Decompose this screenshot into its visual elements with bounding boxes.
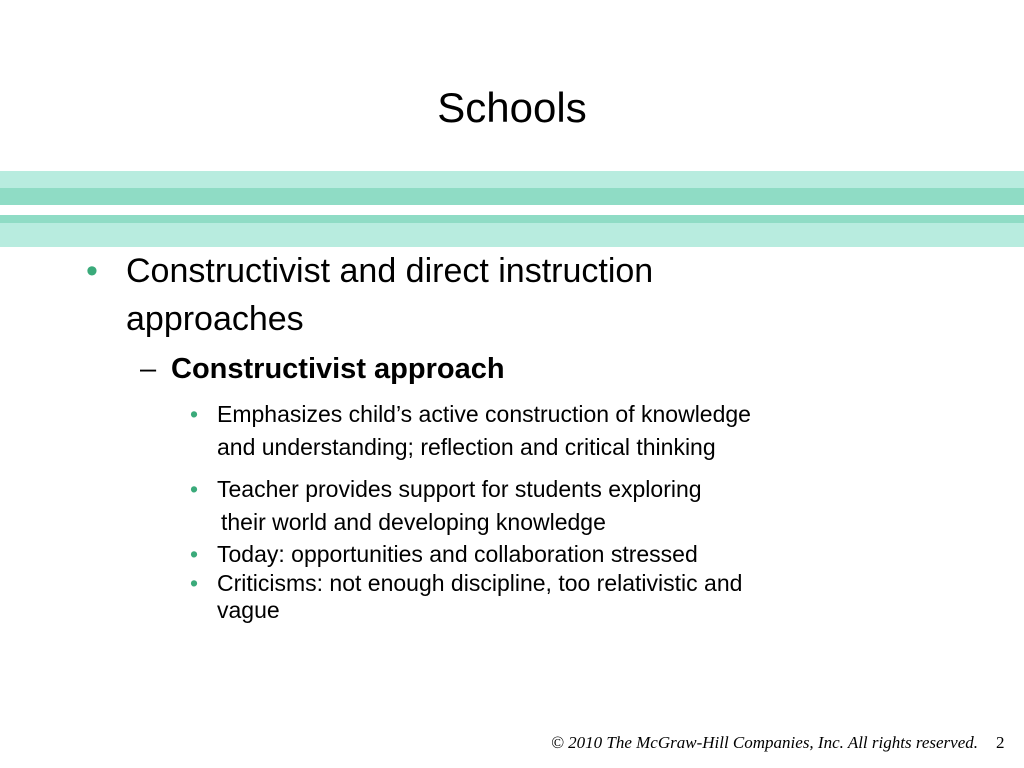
bullet-level1 (86, 247, 786, 343)
subheading-text: Constructivist approach (171, 353, 505, 385)
bullet-marker: • (86, 252, 98, 290)
bullet-level3-today (190, 538, 910, 571)
bullet-line: their world and developing knowledge (221, 509, 606, 535)
decorative-band-white (0, 205, 1024, 215)
page-number: 2 (996, 733, 1005, 752)
bullet-level3-teacher (190, 473, 910, 539)
decorative-band-light-top (0, 171, 1024, 188)
bullet-text (217, 473, 910, 539)
slide-title: Schools (437, 84, 587, 131)
decorative-band-light-bottom (0, 223, 1024, 247)
dash-marker: – (140, 353, 157, 385)
bullet-text (217, 398, 910, 464)
copyright-footer: © 2010 The McGraw-Hill Companies, Inc. All rights reserved. (550, 733, 978, 752)
bullet-text: Today: opportunities and collaboration stressed (217, 541, 698, 567)
bullet-marker: • (190, 541, 199, 567)
bullet-level3-emphasizes (190, 398, 910, 464)
bullet-marker: • (190, 401, 199, 427)
bullet-marker: • (190, 476, 199, 502)
bullet-line: and understanding; reflection and critical thinking (217, 434, 716, 460)
bullet-line: Emphasizes child’s active construction of knowledge (217, 401, 751, 427)
bullet-marker: • (190, 570, 199, 596)
bullet-level3-criticisms (190, 570, 910, 624)
bullet-line: vague (217, 597, 280, 623)
bullet-level2 (140, 348, 840, 390)
decorative-band-medium-bottom (0, 215, 1024, 223)
bullet-text: Constructivist and direct instruction approaches (126, 252, 654, 338)
bullet-text (217, 570, 910, 624)
bullet-line: Teacher provides support for students exploring (217, 476, 702, 502)
decorative-band-medium-top (0, 188, 1024, 205)
bullet-line: Criticisms: not enough discipline, too relativistic and (217, 570, 743, 596)
